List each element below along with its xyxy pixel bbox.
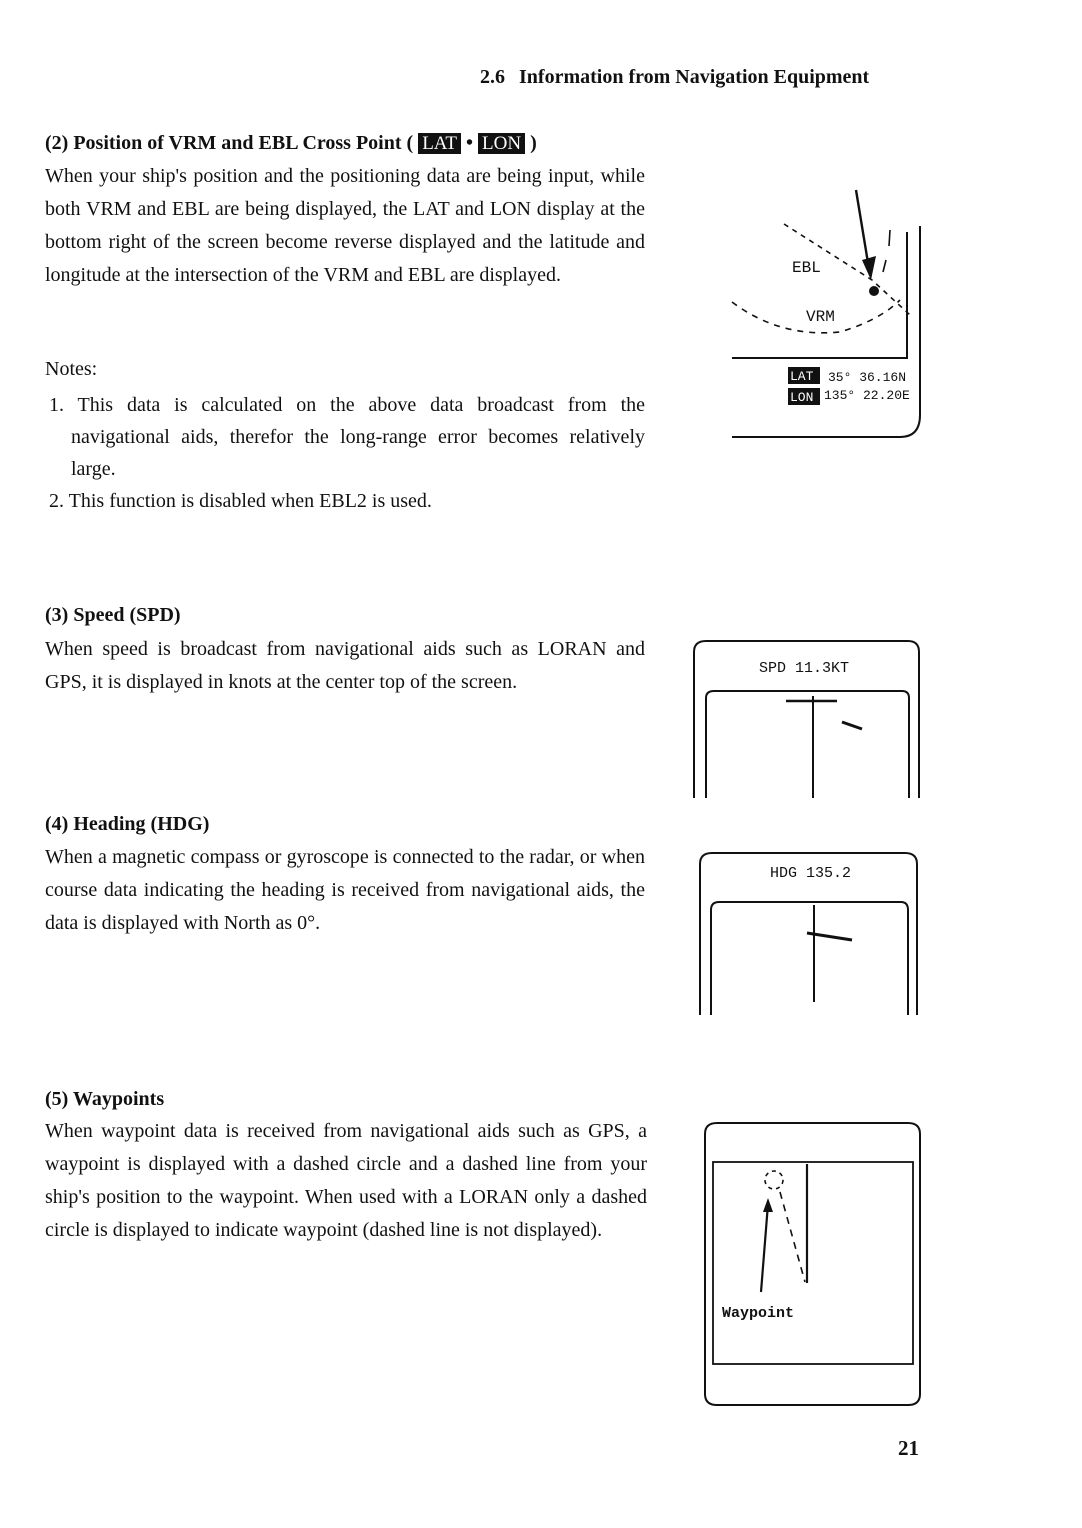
waypoint-dashed-circle: [765, 1171, 783, 1189]
screen-frame: [732, 226, 920, 437]
section-4-body: When a magnetic compass or gyroscope is connected to the radar, or when course data indicating the heading is received from navigational aids, the data is displayed with North as 0°.: [45, 846, 645, 934]
lon-badge: LON: [478, 133, 525, 154]
running-header: [480, 66, 920, 89]
section-3-body: When speed is broadcast from navigational aids such as LORAN and GPS, it is displayed in knots at the center top of the screen.: [45, 638, 645, 693]
heading-figure: [695, 850, 925, 1018]
cross-point-dot: [869, 286, 879, 296]
arrow-head-icon: [862, 256, 876, 280]
page-number: 21: [898, 1436, 919, 1460]
lon-readout-value: 135° 22.20E: [824, 388, 910, 403]
separator-dot: •: [466, 132, 474, 154]
short-marker: [883, 230, 890, 272]
heading-readout: HDG 135.2: [770, 865, 852, 882]
section-5-body: When waypoint data is received from navigational aids such as GPS, a waypoint is displayed with a dashed circle and a dashed line from your ship's position to the waypoint. When used with a LORAN only a dashed circle is displayed to indicate waypoint (dashed line is not displayed).: [45, 1120, 647, 1241]
waypoint-screen-inner: [713, 1162, 913, 1364]
lat-badge: LAT: [418, 133, 461, 154]
notes-list: [45, 389, 645, 517]
section-title: Information from Navigation Equipment: [519, 66, 870, 88]
lat-readout-value: 35° 36.16N: [828, 370, 907, 385]
ship-track-line: [761, 1204, 768, 1292]
notes-title: Notes:: [45, 358, 98, 380]
section-2-heading-close: ): [530, 132, 537, 154]
section-2-heading: [45, 132, 537, 155]
heading-screen-inner: [711, 902, 908, 1015]
section-2-heading-text: (2) Position of VRM and EBL Cross Point (: [45, 132, 414, 154]
section-2-body: When your ship's position and the positioning data are being input, while both VRM and EBL are being displayed, the LAT and LON display at the bottom right of the screen become reverse displayed and the latitude and longitude at the intersection of the VRM and EBL are displayed.: [45, 165, 645, 286]
waypoint-screen-outer: [705, 1123, 920, 1405]
lat-readout-badge: LAT: [790, 369, 814, 384]
lon-readout-badge: LON: [790, 390, 814, 405]
section-number: 2.6: [480, 66, 505, 88]
section-4-heading: (4) Heading (HDG): [45, 813, 210, 835]
waypoint-dashed-line: [780, 1192, 805, 1282]
section-3-heading: (3) Speed (SPD): [45, 604, 181, 626]
ebl-label: EBL: [792, 259, 821, 277]
vrm-ebl-figure: [720, 180, 935, 445]
waypoint-label: Waypoint: [722, 1305, 795, 1322]
speed-screen-inner: [706, 691, 909, 798]
speed-figure: [690, 638, 925, 800]
ship-arrow-icon: [763, 1198, 773, 1212]
note-2: 2. This function is disabled when EBL2 is used.: [49, 490, 432, 512]
speed-readout: SPD 11.3KT: [759, 660, 850, 677]
vrm-label: VRM: [806, 308, 835, 326]
note-1: 1. This data is calculated on the above data broadcast from the navigational aids, therefor the long-range error becomes relatively large.: [49, 394, 645, 480]
course-marker: [842, 722, 862, 729]
waypoint-figure: [700, 1120, 928, 1412]
section-5-heading: (5) Waypoints: [45, 1088, 165, 1110]
